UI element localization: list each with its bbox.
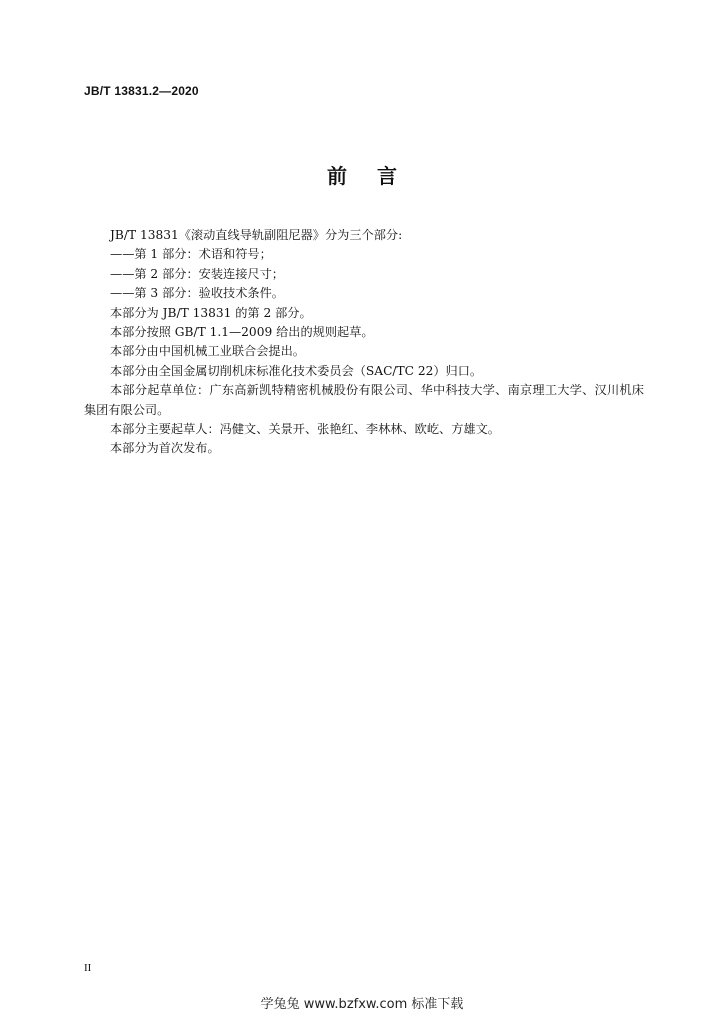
list-item-part-2: ——第 2 部分：安装连接尺寸； [110, 266, 284, 281]
document-code: JB/T 13831.2—2020 [84, 84, 199, 98]
foreword-body [84, 226, 644, 459]
watermark-text: 学兔兔 www.bzfxw.com 标准下载 [260, 997, 464, 1012]
page-number: II [84, 962, 92, 974]
page-title: 前言 [327, 164, 427, 188]
paragraph-under-jurisdiction: 本部分由全国金属切削机床标准化技术委员会（SAC/TC 22）归口。 [110, 363, 483, 378]
list-item-part-3: ——第 3 部分：验收技术条件。 [110, 286, 284, 301]
paragraph-intro: JB/T 13831《滚动直线导轨副阻尼器》分为三个部分: [110, 228, 403, 242]
list-item-part-1: ——第 1 部分：术语和符号； [110, 247, 272, 262]
paragraph-drafting-units: 本部分起草单位：广东高新凯特精密机械股份有限公司、华中科技大学、南京理工大学、汉川机床集团有限公司。 [84, 383, 644, 417]
paragraph-drafting-rules: 本部分按照 GB/T 1.1—2009 给出的规则起草。 [110, 325, 374, 340]
paragraph-main-drafters: 本部分主要起草人：冯健文、关景开、张艳红、李林林、欧屹、方雄文。 [110, 422, 500, 437]
paragraph-first-release: 本部分为首次发布。 [110, 441, 220, 456]
paragraph-this-part: 本部分为 JB/T 13831 的第 2 部分。 [110, 305, 312, 320]
paragraph-proposed-by: 本部分由中国机械工业联合会提出。 [110, 344, 305, 359]
